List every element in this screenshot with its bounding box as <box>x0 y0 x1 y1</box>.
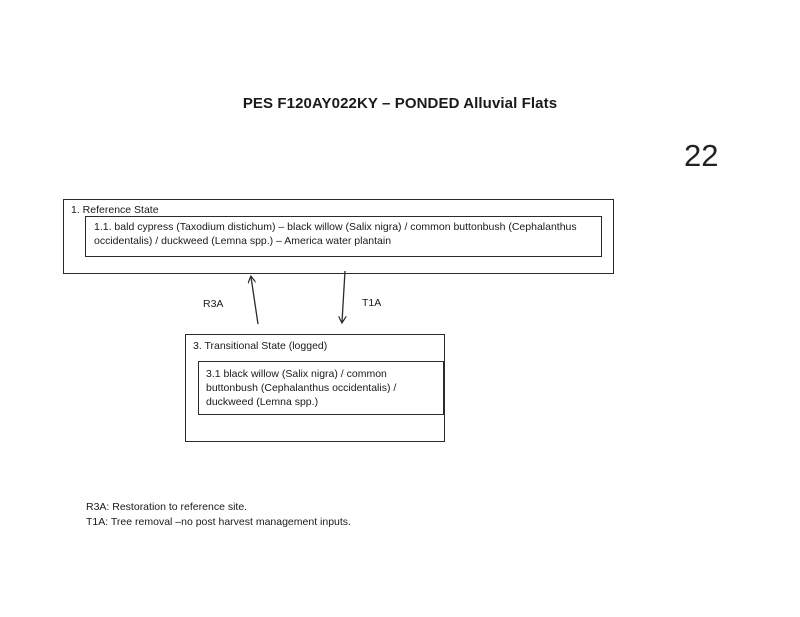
r3a-label: R3A <box>203 298 224 310</box>
page-number: 22 <box>684 138 719 173</box>
legend-t1a: T1A: Tree removal –no post harvest management inputs. <box>86 516 351 528</box>
legend-r3a: R3A: Restoration to reference site. <box>86 501 248 513</box>
r3a-arrow <box>251 277 258 324</box>
diagram-title: PES F120AY022KY – PONDED Alluvial Flats <box>242 95 558 112</box>
t1a-label: T1A <box>362 297 382 309</box>
legend <box>86 500 351 530</box>
reference-state-label: 1. Reference State <box>71 204 159 216</box>
reference-community-box: 1.1. bald cypress (Taxodium distichum) – black willow (Salix nigra) / common buttonbush (Cephalanthus occidentalis) / duckweed (Lemna spp.) – America water plantain <box>85 216 602 257</box>
transitional-state-label: 3. Transitional State (logged) <box>193 340 328 352</box>
t1a-arrow <box>342 271 345 322</box>
transitional-community-box: 3.1 black willow (Salix nigra) / common buttonbush (Cephalanthus occidentalis) / duckweed (Lemna spp.) <box>198 361 444 415</box>
